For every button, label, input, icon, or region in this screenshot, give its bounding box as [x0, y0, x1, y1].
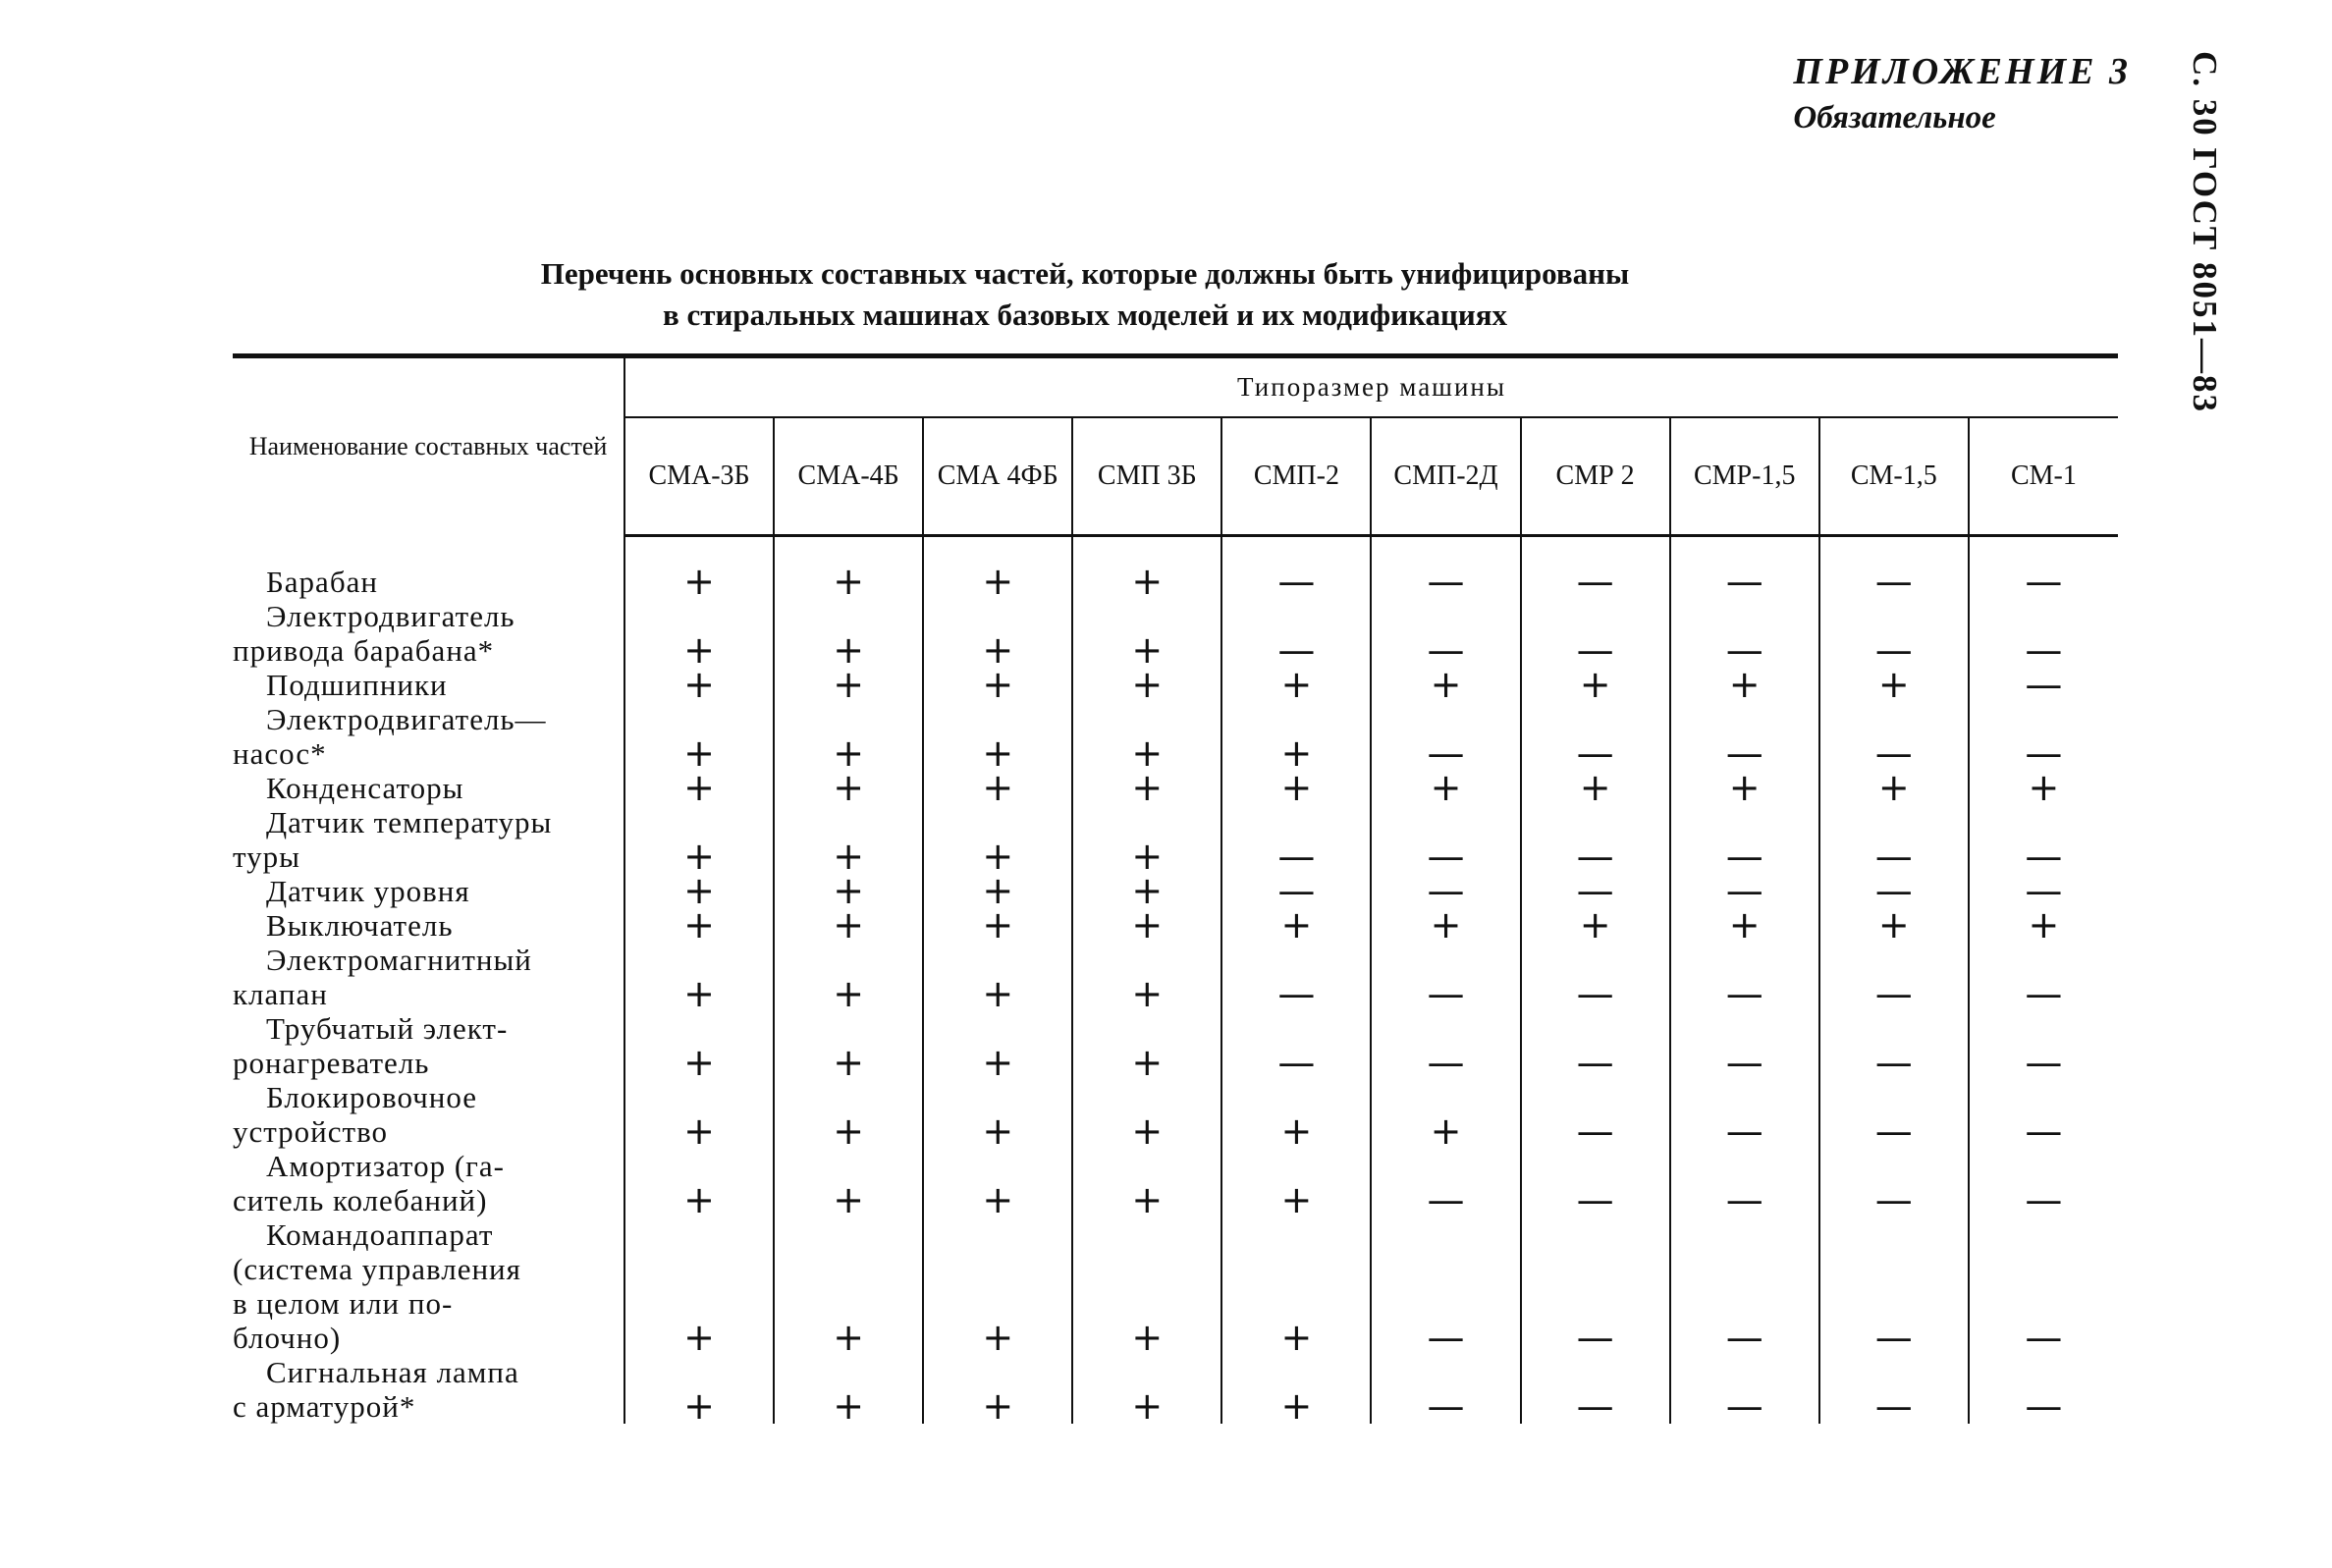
value-cell: + [1221, 702, 1371, 771]
value-cell: — [1670, 1355, 1819, 1424]
value-cell: + [1221, 1149, 1371, 1217]
part-name-cell [233, 771, 624, 805]
value-cell: + [1072, 805, 1221, 874]
value-cell: + [1072, 1080, 1221, 1149]
value-cell: + [923, 1011, 1072, 1080]
part-name-cell [233, 908, 624, 943]
value-cell: + [1371, 1080, 1520, 1149]
value-cell: + [624, 1217, 774, 1355]
value-cell: — [1371, 1217, 1520, 1355]
part-name-line: в целом или по- [233, 1285, 454, 1321]
part-name-line: Датчик уровня [266, 873, 470, 908]
table-row [233, 599, 2118, 668]
value-cell: + [923, 805, 1072, 874]
value-cell: + [774, 1011, 923, 1080]
value-cell: + [624, 908, 774, 943]
value-cell: + [1072, 1217, 1221, 1355]
value-cell: — [1670, 565, 1819, 599]
value-cell: — [1670, 1149, 1819, 1217]
value-cell: + [923, 1217, 1072, 1355]
value-cell: — [1521, 565, 1670, 599]
table-row [233, 1080, 2118, 1149]
part-name-line: устройство [233, 1113, 389, 1149]
value-cell: + [923, 599, 1072, 668]
value-cell: — [1521, 1217, 1670, 1355]
part-name-cell [233, 943, 624, 1011]
value-cell: — [1221, 565, 1371, 599]
value-cell: + [1072, 908, 1221, 943]
part-name-cell [233, 1080, 624, 1149]
value-cell: + [1221, 1355, 1371, 1424]
value-cell: — [1371, 702, 1520, 771]
part-name-line: насос* [233, 735, 327, 771]
value-cell: + [624, 668, 774, 702]
value-cell: — [1371, 565, 1520, 599]
value-cell: — [2025, 559, 2063, 603]
table-row [233, 702, 2118, 771]
value-cell: — [1221, 874, 1371, 908]
table-row [233, 805, 2118, 874]
value-cell: — [1521, 943, 1670, 1011]
value-cell: + [1819, 908, 1969, 943]
value-cell: — [1819, 943, 1969, 1011]
value-cell: + [774, 599, 923, 668]
value-cell: + [1670, 668, 1819, 702]
value-cell: + [1072, 565, 1221, 599]
part-name-cell [233, 1149, 624, 1217]
value-cell: — [1221, 599, 1371, 668]
value-cell: — [1371, 1355, 1520, 1424]
part-name-cell [233, 1355, 624, 1424]
value-cell: — [2025, 1040, 2063, 1084]
part-name-line: Электромагнитный [266, 942, 532, 977]
value-cell: — [1819, 1149, 1969, 1217]
size-group-header: Типоразмер машины [624, 356, 2118, 417]
table-row [233, 565, 2118, 599]
value-cell: + [923, 1149, 1072, 1217]
value-cell: + [1072, 668, 1221, 702]
value-cell: + [1521, 771, 1670, 805]
part-name-line: Электродвигатель [266, 598, 515, 633]
value-cell: — [1670, 702, 1819, 771]
value-cell: + [1072, 1149, 1221, 1217]
value-cell: — [1371, 599, 1520, 668]
value-cell: — [1371, 1011, 1520, 1080]
value-cell: + [774, 702, 923, 771]
part-name-cell [233, 702, 624, 771]
value-cell: — [1521, 1149, 1670, 1217]
value-cell: + [1072, 771, 1221, 805]
value-cell: + [1670, 908, 1819, 943]
page-reference: С. 30 ГОСТ 8051—83 [2186, 51, 2224, 413]
value-cell: — [1371, 805, 1520, 874]
value-cell: + [2028, 765, 2060, 809]
value-cell: — [1819, 565, 1969, 599]
value-cell: + [923, 1355, 1072, 1424]
value-cell: + [624, 1149, 774, 1217]
title-line-2: в стиральных машинах базовых моделей и их модификациях [663, 297, 1507, 332]
part-name-line: (система управления [233, 1251, 521, 1286]
value-cell: + [624, 1080, 774, 1149]
value-cell: + [923, 565, 1072, 599]
value-cell: + [923, 943, 1072, 1011]
value-cell: — [1521, 599, 1670, 668]
value-cell: — [2025, 868, 2063, 912]
appendix-type: Обязательное [1793, 100, 1996, 135]
part-name-line: Амортизатор (га- [266, 1148, 505, 1183]
table-body [233, 535, 2118, 1428]
value-cell: + [1521, 908, 1670, 943]
value-cell: — [2025, 1383, 2063, 1428]
value-cell: + [1072, 943, 1221, 1011]
value-cell: + [1221, 908, 1371, 943]
value-cell: — [2025, 627, 2063, 672]
value-cell: + [1371, 668, 1520, 702]
value-cell: — [1521, 874, 1670, 908]
value-cell: + [624, 805, 774, 874]
table-row [233, 908, 2118, 943]
value-cell: — [1221, 805, 1371, 874]
name-column-header: Наименование составных частей [233, 356, 624, 536]
value-cell: + [774, 943, 923, 1011]
part-name-cell [233, 1011, 624, 1080]
table-row [233, 1149, 2118, 1217]
value-cell: — [1819, 1355, 1969, 1424]
spacer-row [233, 535, 2118, 565]
value-cell: + [774, 1149, 923, 1217]
part-name-line: Сигнальная лампа [266, 1354, 519, 1389]
value-cell: — [1521, 1355, 1670, 1424]
value-cell: + [1072, 599, 1221, 668]
part-name-line: привода барабана* [233, 632, 495, 668]
value-cell: + [1221, 1080, 1371, 1149]
part-name-line: Блокировочное [266, 1079, 477, 1114]
column-header: СМП-2 [1221, 417, 1371, 535]
value-cell: + [624, 771, 774, 805]
part-name-cell [233, 805, 624, 874]
value-cell: — [1819, 1080, 1969, 1149]
part-name-cell [233, 599, 624, 668]
value-cell: — [1670, 805, 1819, 874]
title-line-1: Перечень основных составных частей, которые должны быть унифицированы [540, 256, 1630, 291]
value-cell: — [2025, 730, 2063, 775]
value-cell: + [1670, 771, 1819, 805]
value-cell: — [1221, 1011, 1371, 1080]
value-cell: + [624, 943, 774, 1011]
parts-table [233, 353, 2118, 1428]
value-cell: — [1521, 1080, 1670, 1149]
part-name-line: клапан [233, 976, 328, 1011]
value-cell: — [1371, 943, 1520, 1011]
value-cell: + [2028, 902, 2060, 946]
value-cell: + [774, 908, 923, 943]
value-cell: + [774, 1217, 923, 1355]
part-name-line: блочно) [233, 1320, 342, 1355]
table-row [233, 1217, 2118, 1355]
part-name-line: Электродвигатель— [266, 701, 547, 736]
column-header: СМА 4ФБ [923, 417, 1072, 535]
value-cell: — [1670, 874, 1819, 908]
part-name-line: Командоаппарат [266, 1217, 494, 1252]
value-cell: — [1670, 943, 1819, 1011]
value-cell: — [1670, 1217, 1819, 1355]
value-cell: + [1221, 668, 1371, 702]
value-cell: + [1819, 668, 1969, 702]
column-header: СМР 2 [1521, 417, 1670, 535]
value-cell: — [1670, 1011, 1819, 1080]
value-cell: + [1819, 771, 1969, 805]
table-row [233, 668, 2118, 702]
value-cell: + [1072, 702, 1221, 771]
value-cell: — [1670, 1080, 1819, 1149]
value-cell: — [2025, 1315, 2063, 1359]
value-cell: — [2025, 971, 2063, 1015]
value-cell: + [774, 565, 923, 599]
value-cell: + [774, 771, 923, 805]
value-cell: + [1521, 668, 1670, 702]
appendix-title: ПРИЛОЖЕНИЕ 3 [1793, 51, 2131, 92]
value-cell: + [774, 1355, 923, 1424]
value-cell: — [1521, 805, 1670, 874]
part-name-cell [233, 1217, 624, 1355]
part-name-cell [233, 565, 624, 599]
value-cell: — [1670, 599, 1819, 668]
value-cell: + [774, 1080, 923, 1149]
value-cell: + [1072, 1011, 1221, 1080]
value-cell: + [923, 908, 1072, 943]
column-header: СМП-2Д [1371, 417, 1520, 535]
value-cell: — [2025, 834, 2063, 878]
value-cell: — [1819, 874, 1969, 908]
document-title [236, 253, 1934, 336]
part-name-line: Конденсаторы [266, 770, 464, 805]
value-cell: — [1521, 1011, 1670, 1080]
appendix-block [1793, 47, 2131, 139]
value-cell: — [1819, 599, 1969, 668]
value-cell: + [923, 1080, 1072, 1149]
column-header: СМП 3Б [1072, 417, 1221, 535]
value-cell: + [1072, 1355, 1221, 1424]
value-cell: + [1072, 874, 1221, 908]
value-cell: — [1819, 1011, 1969, 1080]
value-cell: + [774, 805, 923, 874]
spacer-cell [233, 535, 624, 565]
value-cell: + [923, 702, 1072, 771]
table-row [233, 1011, 2118, 1080]
value-cell: + [774, 874, 923, 908]
value-cell: + [1371, 908, 1520, 943]
part-name-line: с арматурой* [233, 1388, 416, 1424]
column-header: СМА-4Б [774, 417, 923, 535]
table-row [233, 874, 2118, 908]
part-name-line: Барабан [266, 564, 378, 599]
value-cell: — [1221, 943, 1371, 1011]
value-cell: + [624, 1011, 774, 1080]
part-name-line: Датчик температуры [266, 804, 553, 839]
value-cell: + [624, 702, 774, 771]
column-header: СМ-1 [1969, 417, 2118, 535]
part-name-line: Трубчатый элект- [266, 1010, 509, 1046]
table-row [233, 1355, 2118, 1424]
table-row [233, 943, 2118, 1011]
value-cell: + [624, 565, 774, 599]
value-cell: + [1371, 771, 1520, 805]
value-cell: + [1221, 771, 1371, 805]
table-row [233, 771, 2118, 805]
part-name-line: Подшипники [266, 667, 448, 702]
value-cell: — [1819, 805, 1969, 874]
value-cell: — [1521, 702, 1670, 771]
value-cell: + [923, 771, 1072, 805]
value-cell: + [1221, 1217, 1371, 1355]
value-cell: — [1819, 702, 1969, 771]
value-cell: + [923, 874, 1072, 908]
parts-table-wrapper [233, 353, 2118, 1428]
column-header: СМА-3Б [624, 417, 774, 535]
value-cell: + [774, 668, 923, 702]
value-cell: + [923, 668, 1072, 702]
column-header: СМ-1,5 [1819, 417, 1969, 535]
part-name-cell [233, 874, 624, 908]
part-name-line: Выключатель [266, 907, 454, 943]
part-name-line: ронагреватель [233, 1045, 430, 1080]
value-cell: — [1371, 874, 1520, 908]
value-cell: — [1371, 1149, 1520, 1217]
part-name-line: ситель колебаний) [233, 1182, 488, 1217]
value-cell: + [624, 874, 774, 908]
part-name-line: туры [233, 838, 300, 874]
value-cell: + [624, 599, 774, 668]
column-header: СМР-1,5 [1670, 417, 1819, 535]
value-cell: — [2025, 662, 2063, 706]
value-cell: — [2025, 1108, 2063, 1153]
part-name-cell [233, 668, 624, 702]
value-cell: + [624, 1355, 774, 1424]
value-cell: — [2025, 1177, 2063, 1221]
value-cell: — [1819, 1217, 1969, 1355]
